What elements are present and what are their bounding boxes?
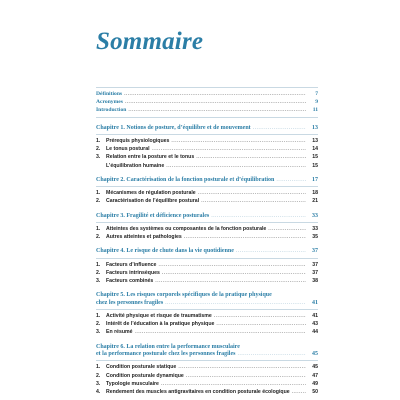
entry-label: Autres atteintes et pathologies — [106, 234, 182, 241]
dot-leader — [158, 261, 306, 269]
toc-entry[interactable] — [96, 261, 318, 269]
entry-label: Relation entre la posture et le tonus — [106, 154, 195, 161]
dot-leader — [276, 177, 306, 184]
dot-leader — [236, 248, 306, 255]
chapter-heading[interactable] — [96, 351, 318, 358]
entry-number: 4. — [96, 389, 101, 395]
dot-leader — [152, 145, 306, 153]
chapter-page-number: 13 — [312, 124, 318, 131]
entry-label: Mécanismes de régulation posturale — [106, 190, 196, 197]
toc-entry[interactable] — [96, 189, 318, 197]
entry-label: Atteintes des systèmes ou composantes de la fonction posturale — [106, 225, 267, 232]
toc-entry[interactable] — [96, 197, 318, 205]
dot-leader — [161, 380, 306, 388]
entry-page-number: 45 — [312, 364, 318, 371]
chapter-title-line[interactable]: Chapitre 6. La relation entre la performance musculaire — [96, 343, 240, 350]
chapter-heading[interactable] — [96, 248, 318, 255]
chapter-heading[interactable] — [96, 177, 318, 184]
chapter-page-number: 33 — [312, 212, 318, 219]
toc-entry[interactable] — [96, 320, 318, 328]
toc-entry[interactable] — [96, 328, 318, 336]
chapter-page-number: 17 — [312, 176, 318, 183]
toc-entry[interactable] — [96, 162, 318, 170]
entry-label: Introduction — [96, 107, 127, 114]
entry-number: 2. — [96, 198, 101, 205]
entry-page-number: 41 — [312, 313, 318, 320]
dot-leader — [128, 106, 306, 114]
entry-number: 1. — [96, 313, 101, 320]
entry-page-number: 9 — [315, 99, 318, 106]
entry-number: 1. — [96, 190, 101, 197]
dot-leader — [196, 153, 306, 161]
dot-leader — [253, 125, 306, 132]
chapter-title: Chapitre 3. Fragilité et déficience posturales — [96, 212, 210, 219]
divider — [96, 258, 318, 259]
entry-number: 1. — [96, 137, 101, 144]
front-matter-item[interactable] — [96, 98, 318, 106]
dot-leader — [214, 312, 306, 320]
entry-number: 3. — [96, 278, 101, 285]
toc-entry[interactable] — [96, 233, 318, 241]
chapter-section — [96, 292, 318, 336]
entry-label: Condition posturale dynamique — [106, 372, 184, 379]
entry-label: Typologie musculaire — [106, 380, 159, 387]
page-title: Sommaire — [96, 28, 204, 55]
entry-page-number: 14 — [312, 146, 318, 153]
dot-leader — [124, 90, 306, 98]
entry-page-number: 7 — [315, 91, 318, 97]
entry-page-number: 33 — [312, 225, 318, 232]
chapter-title: et la performance posturale chez les personnes fragiles — [96, 351, 236, 358]
entry-number: 1. — [96, 364, 101, 371]
toc-entry[interactable] — [96, 145, 318, 153]
entry-label: Condition posturale statique — [106, 364, 177, 371]
dot-leader — [184, 233, 306, 241]
dot-leader — [171, 137, 306, 145]
entry-page-number: 11 — [312, 107, 318, 114]
toc-entry[interactable] — [96, 269, 318, 277]
front-matter-item[interactable] — [96, 106, 318, 114]
chapter-section — [96, 213, 318, 242]
chapter-title: Chapitre 4. Le risque de chute dans la vie quotidienne — [96, 248, 234, 255]
chapter-page-number: 41 — [312, 299, 318, 306]
chapter-page-number: 45 — [312, 351, 318, 358]
toc-entry[interactable] — [96, 225, 318, 233]
entry-label: Facteurs intrinsèques — [106, 269, 160, 276]
chapter-heading[interactable] — [96, 125, 318, 132]
entry-page-number: 43 — [312, 321, 318, 328]
toc-entry[interactable] — [96, 388, 318, 396]
table-of-contents — [96, 87, 318, 396]
entry-number: 3. — [96, 380, 101, 387]
entry-page-number: 37 — [312, 261, 318, 268]
divider — [96, 186, 318, 187]
dot-leader — [201, 197, 306, 205]
toc-entry[interactable] — [96, 380, 318, 388]
chapter-section — [96, 248, 318, 285]
chapter-page-number: 37 — [312, 248, 318, 255]
entry-page-number: 44 — [312, 329, 318, 336]
entry-page-number: 47 — [312, 372, 318, 379]
dot-leader — [186, 372, 306, 380]
dot-leader — [211, 213, 306, 220]
entry-label: Caractérisation de l’équilibre postural — [106, 198, 200, 205]
dot-leader — [178, 363, 306, 371]
entry-page-number: 50 — [312, 389, 318, 395]
dot-leader — [125, 98, 306, 106]
entry-number: 2. — [96, 372, 101, 379]
chapter-title-line[interactable]: Chapitre 5. Les risques corporels spécifiques de la pratique physique — [96, 292, 272, 299]
chapter-title: chez les personnes fragiles — [96, 299, 164, 306]
entry-label: Prérequis physiologiques — [106, 137, 170, 144]
toc-entry[interactable] — [96, 137, 318, 145]
toc-entry[interactable] — [96, 363, 318, 371]
chapter-heading[interactable] — [96, 300, 318, 307]
entry-number: 1. — [96, 261, 101, 268]
chapter-title: Chapitre 1. Notions de posture, d’équilibre et de mouvement — [96, 124, 251, 131]
entry-page-number: 37 — [312, 269, 318, 276]
chapter-section — [96, 344, 318, 397]
entry-page-number: 38 — [312, 278, 318, 285]
entry-label: Intérêt de l’éducation à la pratique physique — [106, 321, 215, 328]
entry-page-number: 18 — [312, 190, 318, 197]
entry-page-number: 21 — [312, 198, 318, 205]
toc-entry[interactable] — [96, 277, 318, 285]
dot-leader — [268, 225, 306, 233]
dot-leader — [162, 269, 306, 277]
divider — [96, 134, 318, 135]
dot-leader — [216, 320, 306, 328]
entry-label: Définitions — [96, 91, 123, 97]
dot-leader — [155, 277, 306, 285]
dot-leader — [166, 162, 306, 170]
entry-number: 3. — [96, 329, 101, 336]
entry-page-number: 15 — [312, 154, 318, 161]
entry-number: 2. — [96, 269, 101, 276]
entry-label: Rendement des muscles antigravitaires en condition posturale écologique — [106, 389, 290, 395]
chapter-heading[interactable] — [96, 213, 318, 220]
entry-number: 2. — [96, 146, 101, 153]
divider — [96, 309, 318, 310]
entry-page-number: 49 — [312, 380, 318, 387]
chapter-title: Chapitre 2. Caractérisation de la fonction posturale et d’équilibration — [96, 176, 275, 183]
entry-number: 2. — [96, 321, 101, 328]
entry-number: 3. — [96, 154, 101, 161]
dot-leader — [292, 388, 306, 396]
entry-label: Le tonus postural — [106, 146, 150, 153]
toc-entry[interactable] — [96, 153, 318, 161]
entry-label: Acronymes — [96, 99, 123, 106]
front-matter-item[interactable] — [96, 90, 318, 98]
entry-page-number: 13 — [312, 137, 318, 144]
divider — [96, 360, 318, 361]
entry-label: Facteurs d’influence — [106, 261, 157, 268]
entry-label: Activité physique et risque de traumatisme — [106, 313, 212, 320]
entry-label: L’équilibration humaine — [106, 162, 165, 169]
dot-leader — [135, 328, 306, 336]
chapter-section — [96, 177, 318, 206]
toc-entry[interactable] — [96, 312, 318, 320]
dot-leader — [198, 189, 306, 197]
divider — [96, 222, 318, 223]
chapter-section — [96, 125, 318, 170]
entry-number: 2. — [96, 234, 101, 241]
entry-page-number: 15 — [312, 162, 318, 169]
entry-number: 1. — [96, 225, 101, 232]
entry-label: Facteurs combinés — [106, 278, 154, 285]
entry-label: En résumé — [106, 329, 133, 336]
entry-page-number: 35 — [312, 234, 318, 241]
toc-entry[interactable] — [96, 372, 318, 380]
dot-leader — [237, 351, 306, 358]
dot-leader — [165, 300, 306, 307]
front-matter — [96, 87, 318, 118]
